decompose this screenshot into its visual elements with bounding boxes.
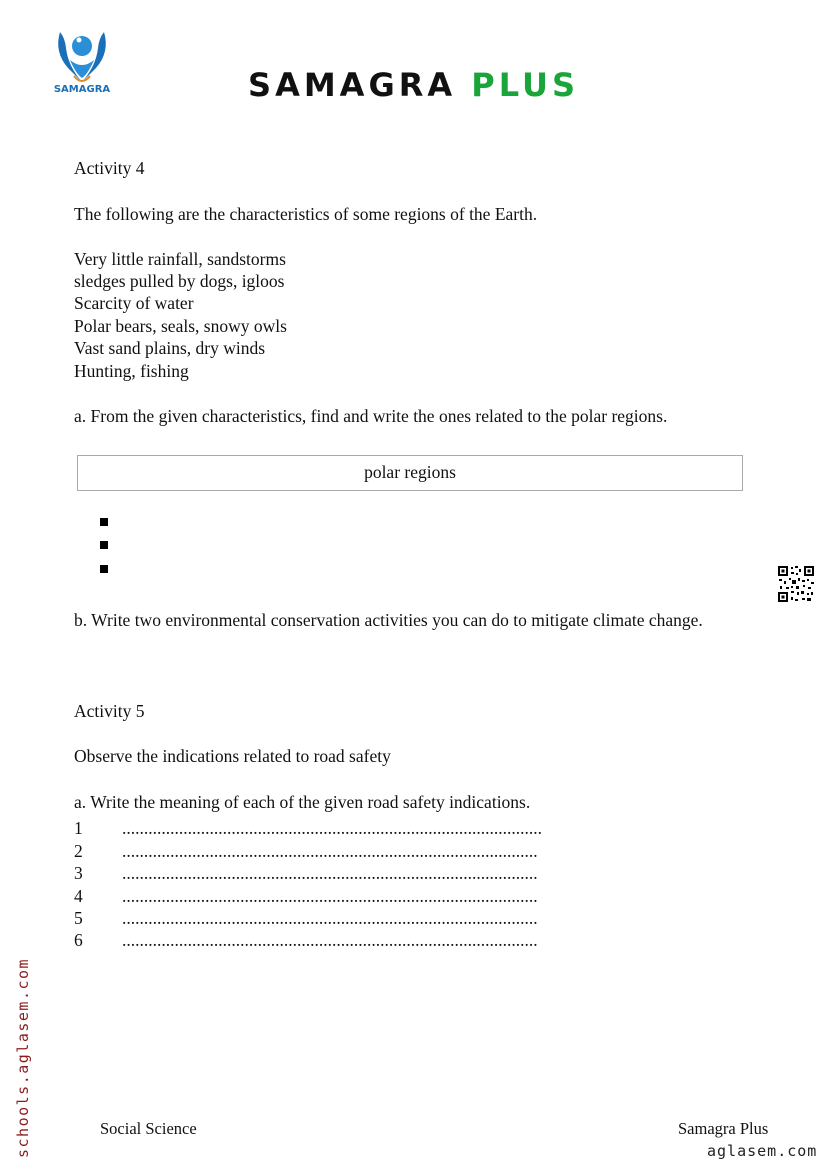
polar-regions-label: polar regions	[364, 462, 456, 482]
activity4-question-b: b. Write two environmental conservation activities you can do to mitigate climate change.	[74, 610, 703, 630]
characteristic-item: Scarcity of water	[74, 293, 194, 313]
footer-brand: Samagra Plus	[678, 1119, 769, 1138]
characteristic-item: Vast sand plains, dry winds	[74, 338, 266, 358]
answer-line	[74, 930, 538, 951]
answer-dots: ...............................................................................................	[122, 841, 538, 861]
characteristic-item: Very little rainfall, sandstorms	[74, 249, 286, 269]
characteristic-item: sledges pulled by dogs, igloos	[74, 271, 285, 291]
title-plus: PLUS	[471, 66, 579, 104]
title-samagra: SAMAGRA	[248, 66, 457, 104]
activity4-heading: Activity 4	[74, 158, 145, 178]
answer-line	[74, 908, 538, 929]
answer-number: 2	[74, 841, 83, 861]
activity4-intro: The following are the characteristics of some regions of the Earth.	[74, 204, 538, 224]
characteristic-item: Polar bears, seals, snowy owls	[74, 316, 287, 336]
qr-code-icon	[777, 565, 815, 603]
answer-line	[74, 818, 542, 839]
answer-dots: ...............................................................................................	[122, 863, 538, 883]
answer-number: 5	[74, 908, 83, 928]
answer-dots: ................................................................................................	[122, 818, 542, 838]
page-title	[0, 66, 827, 104]
characteristic-item: Hunting, fishing	[74, 361, 189, 381]
answer-number: 3	[74, 863, 83, 883]
watermark-text: schools.aglasem.com	[14, 957, 32, 1158]
activity5-intro: Observe the indications related to road safety	[74, 746, 391, 766]
answer-number: 1	[74, 818, 83, 838]
footer-subject: Social Science	[100, 1119, 197, 1138]
answer-dots: ...............................................................................................	[122, 886, 538, 906]
answer-number: 4	[74, 886, 83, 906]
activity4-question-a: a. From the given characteristics, find and write the ones related to the polar regions.	[74, 406, 668, 426]
logo-text: SAMAGRA	[53, 84, 111, 95]
activity5-heading: Activity 5	[74, 701, 145, 721]
answer-bullet	[100, 518, 108, 526]
answer-bullet	[100, 565, 108, 573]
answer-dots: ...............................................................................................	[122, 930, 538, 950]
answer-bullet	[100, 541, 108, 549]
answer-line	[74, 886, 538, 907]
activity5-question-a: a. Write the meaning of each of the given road safety indications.	[74, 792, 531, 812]
answer-dots: ...............................................................................................	[122, 908, 538, 928]
answer-number: 6	[74, 930, 83, 950]
answer-line	[74, 841, 538, 862]
polar-regions-box	[77, 455, 743, 491]
answer-line	[74, 863, 538, 884]
footer-site-link[interactable]: aglasem.com	[707, 1142, 818, 1160]
